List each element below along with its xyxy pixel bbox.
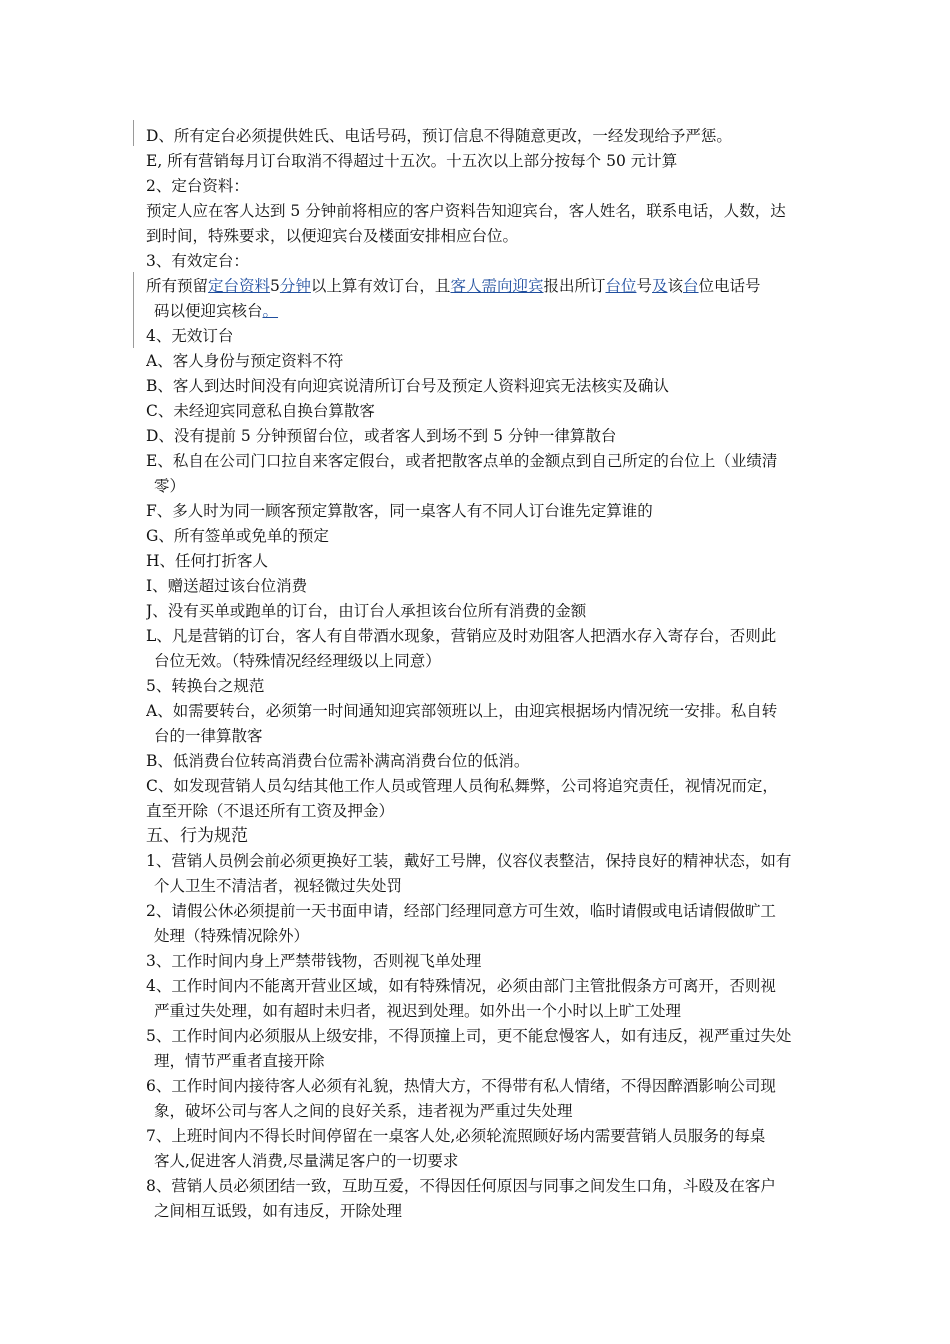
text-line [146,974,814,999]
text-line [146,199,814,224]
line-text: 码以便迎宾核台 [154,302,263,320]
text-line [146,499,814,524]
revision-bar [133,120,134,146]
line-text: 7、上班时间内不得长时间停留在一桌客人处,必须轮流照顾好场内需要营销人员服务的每桌 [146,1127,766,1145]
text-line [146,674,814,699]
text-line [146,574,814,599]
text-line [154,1199,822,1224]
line-text: C、如发现营销人员勾结其他工作人员或管理人员徇私舞弊，公司将追究责任，视情况而定， [146,777,778,795]
text-line [146,449,814,474]
line-text: C、未经迎宾同意私自换台算散客 [146,402,375,420]
inline-text: 该 [667,277,684,295]
text-line [154,1049,822,1074]
line-text: B、客人到达时间没有向迎宾说清所订台号及预定人资料迎宾无法核实及确认 [146,377,669,395]
revision-bar [133,272,134,348]
line-text: 预定人应在客人达到 5 分钟前将相应的客户资料告知迎宾台，客人姓名，联系电话，人数，达 [146,202,786,220]
text-line [154,474,822,499]
line-text: 4、无效订台 [146,327,234,345]
text-line [146,624,814,649]
text-line-with-links [146,274,814,299]
line-text: 到时间，特殊要求，以便迎宾台及楼面安排相应台位。 [146,227,519,245]
text-line [146,1174,814,1199]
text-line [146,749,814,774]
text-line [146,699,814,724]
line-text: 台位无效。（特殊情况经经理级以上同意） [154,652,441,670]
line-text: 理，情节严重者直接开除 [154,1052,325,1070]
text-line [154,924,822,949]
line-text: 8、营销人员必须团结一致，互助互爱，不得因任何原因与同事之间发生口角，斗殴及在客户 [146,1177,776,1195]
text-line [146,599,814,624]
line-text: 3、有效定台： [146,252,249,270]
text-line [146,549,814,574]
text-line [146,249,814,274]
text-line [146,149,814,174]
line-text: 2、定台资料： [146,177,249,195]
text-line [146,1024,814,1049]
line-text: 五、行为规范 [146,826,248,846]
text-line [146,949,814,974]
line-text: 象，破坏公司与客人之间的良好关系，违者视为严重过失处理 [154,1102,573,1120]
line-text: 严重过失处理，如有超时未归者，视迟到处理。如外出一个小时以上旷工处理 [154,1002,682,1020]
line-text: 4、工作时间内不能离开营业区域，如有特殊情况，必须由部门主管批假条方可离开，否则视 [146,977,776,995]
line-text: 个人卫生不清洁者，视轻微过失处罚 [154,877,403,895]
text-line [154,1099,822,1124]
text-line [146,1124,814,1149]
inline-link[interactable]: 客人需向迎宾 [450,277,544,295]
inline-link[interactable]: 台 [683,277,699,295]
text-line [146,899,814,924]
inline-link[interactable]: 分钟 [279,277,311,295]
text-line [146,774,814,799]
line-text: 2、请假公休必须提前一天书面申请，经部门经理同意方可生效，临时请假或电话请假做旷工 [146,902,776,920]
text-line [154,1149,822,1174]
text-line [146,374,814,399]
text-line [146,399,814,424]
inline-text: 报出所订 [543,277,606,295]
line-text: A、如需要转台，必须第一时间通知迎宾部领班以上，由迎宾根据场内情况统一安排。私自转 [146,702,778,720]
line-text: 零） [154,477,186,495]
text-line [146,224,814,249]
line-text: H、任何打折客人 [146,552,269,570]
text-line [154,874,822,899]
inline-link[interactable]: 。 [262,302,279,320]
line-text: D、没有提前 5 分钟预留台位，或者客人到场不到 5 分钟一律算散台 [146,427,617,445]
inline-text: 5 [270,277,280,295]
line-text: 5、转换台之规范 [146,677,265,695]
line-text: I、赠送超过该台位消费 [146,577,308,595]
text-line [146,124,814,149]
line-text: 之间相互诋毁，如有违反，开除处理 [154,1202,403,1220]
line-text: F、多人时为同一顾客预定算散客，同一桌客人有不同人订台谁先定算谁的 [146,502,653,520]
text-line [154,724,822,749]
text-line [154,999,822,1024]
text-line [146,524,814,549]
inline-link[interactable]: 台位 [605,277,637,295]
line-text: 1、营销人员例会前必须更换好工装，戴好工号牌，仪容仪表整洁，保持良好的精神状态，如有 [146,852,792,870]
line-text: 客人,促进客人消费,尽量满足客户的一切要求 [154,1152,459,1170]
section-heading [146,824,814,849]
line-text: 6、工作时间内接待客人必须有礼貌，热情大方，不得带有私人情绪，不得因醉酒影响公司现 [146,1077,776,1095]
text-line [146,174,814,199]
text-line [146,324,814,349]
text-line [146,424,814,449]
inline-text: 所有预留 [146,277,209,295]
text-line [146,799,814,824]
line-text: 处理（特殊情况除外） [154,927,310,945]
line-text: G、所有签单或免单的预定 [146,527,329,545]
inline-link[interactable]: 定台资料 [208,277,271,295]
text-line [154,299,822,324]
line-text: E, 所有营销每月订台取消不得超过十五次。十五次以上部分按每个 50 元计算 [146,152,678,170]
line-text: B、低消费台位转高消费台位需补满高消费台位的低消。 [146,752,530,770]
inline-text: 位电话号 [698,277,761,295]
line-text: 3、工作时间内身上严禁带钱物，否则视飞单处理 [146,952,482,970]
text-line [146,1074,814,1099]
line-text: J、没有买单或跑单的订台，由订台人承担该台位所有消费的金额 [146,602,587,620]
line-text: 直至开除（不退还所有工资及押金） [146,802,395,820]
line-text: D、所有定台必须提供姓氏、电话号码，预订信息不得随意更改，一经发现给予严惩。 [146,127,732,145]
line-text: A、客人身份与预定资料不符 [146,352,344,370]
line-text: L、凡是营销的订台，客人有自带酒水现象，营销应及时劝阻客人把酒水存入寄存台，否则此 [146,627,777,645]
inline-text: 号 [636,277,652,295]
inline-link[interactable]: 及 [652,277,668,295]
text-line [146,349,814,374]
text-line [146,849,814,874]
inline-text: 以上算有效订台，且 [310,277,451,295]
text-line [154,649,822,674]
line-text: E、私自在公司门口拉自来客定假台，或者把散客点单的金额点到自己所定的台位上（业绩清 [146,452,778,470]
line-text: 台的一律算散客 [154,727,263,745]
line-text: 5、工作时间内必须服从上级安排，不得顶撞上司，更不能怠慢客人，如有违反，视严重过失处 [146,1027,792,1045]
